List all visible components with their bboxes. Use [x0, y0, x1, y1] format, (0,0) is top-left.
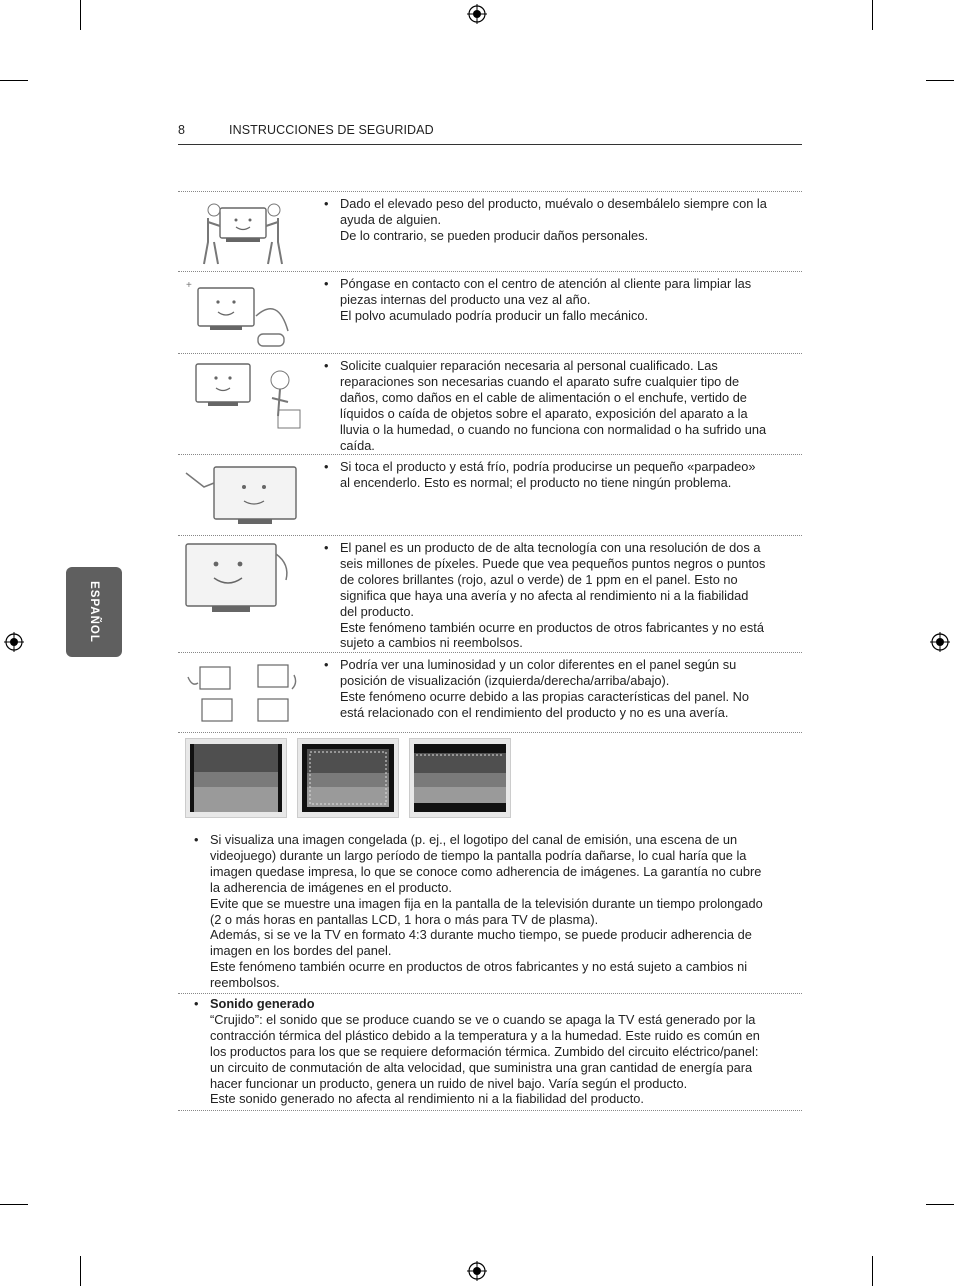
text-line: Póngase en contacto con el centro de atención al cliente para limpiar las: [340, 276, 752, 291]
cold-tv-flicker-icon: [178, 459, 308, 535]
text-line: imagen en los bordes del panel.: [210, 943, 392, 959]
crop-mark: [80, 1256, 81, 1286]
text-line: seis millones de píxeles. Puede que vea pequeños puntos negros o puntos: [340, 555, 766, 571]
text-line: (2 o más horas en pantallas LCD, 1 hora o más para TV de plasma).: [210, 911, 599, 927]
safety-row: [178, 271, 802, 354]
text-line: Este fenómeno también ocurre en productos de otros fabricantes y no está sujeto a cambios ni: [210, 959, 748, 975]
divider: [178, 732, 802, 733]
svg-text:+: +: [186, 280, 192, 291]
bullet: •: [324, 459, 329, 474]
crop-mark: [0, 1204, 28, 1205]
text-line: Evite que se muestre una imagen fija en la pantalla de la televisión durante un tiempo prolongado: [210, 895, 763, 911]
registration-mark-icon: [4, 632, 24, 652]
text-line: piezas internas del producto una vez al año.: [340, 291, 591, 307]
text-line: Además, si se ve la TV en formato 4:3 durante mucho tiempo, se puede producir adherencia de: [210, 927, 752, 943]
text-line: videojuego) durante un largo período de tiempo la pantalla podría dañarse, lo cual haría que la: [210, 847, 747, 863]
landscape-photo: [297, 738, 399, 818]
text-line: del producto.: [340, 603, 414, 619]
text-line: Este fenómeno ocurre debido a las propias características del panel. No: [340, 688, 750, 704]
text-line: reparaciones son necesarias cuando el aparato sufre cualquier tipo de: [340, 373, 740, 389]
bullet: •: [324, 196, 329, 211]
text-line: está relacionado con el rendimiento del producto y no es una avería.: [340, 704, 729, 720]
tv-with-vacuum-cleaner-icon: [178, 276, 308, 352]
bullet: •: [194, 832, 199, 847]
text-line: lluvia o la humedad, o cuando no funciona con normalidad o ha sufrido una: [340, 421, 767, 437]
text-line: hacer funcionar un producto, genera un ruido de nivel bajo. Varía según el producto.: [210, 1075, 688, 1091]
text-line: El polvo acumulado podría producir un fallo mecánico.: [340, 307, 649, 323]
landscape-photo: [409, 738, 511, 818]
text-line: sujeto a cambios ni reembolsos.: [340, 635, 523, 651]
section-title: INSTRUCCIONES DE SEGURIDAD: [229, 123, 434, 137]
safety-row: [178, 454, 802, 536]
safety-row: [178, 353, 802, 455]
text-line: Este fenómeno también ocurre en productos de otros fabricantes y no está: [340, 619, 764, 635]
text-line: Si visualiza una imagen congelada (p. ej., el logotipo del canal de emisión, una escena de un: [210, 832, 738, 847]
text-line: Si toca el producto y está frío, podría producirse un pequeño «parpadeo»: [340, 459, 756, 474]
safety-row: [178, 191, 802, 272]
registration-mark-icon: [467, 4, 487, 24]
sound-heading: Sonido generado: [210, 996, 315, 1011]
crop-mark: [0, 80, 28, 81]
text-line: contracción térmica del plástico debido a la temperatura y a la humedad. Este ruido es común en: [210, 1027, 760, 1043]
page-header: [178, 122, 802, 145]
language-tab: [66, 567, 122, 657]
crop-mark: [926, 1204, 954, 1205]
text-line: de colores brillantes (rojo, azul o verde) de 1 ppm en el panel. Esto no: [340, 571, 738, 587]
image-retention-paragraph: [178, 832, 802, 992]
language-tab-label: ESPAÑOL: [88, 581, 100, 643]
tv-with-technician-icon: [178, 358, 308, 438]
text-line: los productos para los que se requiere deformación térmica. Zumbido del circuito eléctrico/panel:: [210, 1043, 759, 1059]
text-line: la adherencia de imágenes en el producto.: [210, 879, 452, 895]
divider: [178, 993, 802, 994]
text-line: caída.: [340, 437, 375, 453]
bullet: •: [324, 276, 329, 291]
text-line: significa que haya una avería y no afecta al rendimiento ni a la fiabilidad: [340, 587, 749, 603]
registration-mark-icon: [930, 632, 950, 652]
safety-row: [178, 652, 802, 733]
text-line: posición de visualización (izquierda/derecha/arriba/abajo).: [340, 672, 670, 688]
text-line: ayuda de alguien.: [340, 211, 442, 227]
text-line: un circuito de conmutación de alta velocidad, que suministra una gran cantidad de energía para: [210, 1059, 753, 1075]
text-line: Podría ver una luminosidad y un color diferentes en el panel según su: [340, 657, 737, 672]
landscape-photo: [185, 738, 287, 818]
viewing-angle-tvs-icon: [178, 657, 308, 729]
bullet: •: [324, 358, 329, 373]
sound-paragraph: [178, 996, 802, 1108]
text-line: El panel es un producto de de alta tecnología con una resolución de dos a: [340, 540, 761, 555]
crop-mark: [926, 80, 954, 81]
tv-pixel-dots-icon: [178, 540, 308, 620]
text-line: Este sonido generado no afecta al rendimiento ni a la fiabilidad del producto.: [210, 1091, 644, 1107]
text-line: reembolsos.: [210, 975, 280, 991]
text-line: líquidos o caída de objetos sobre el aparato, exposición del aparato a la: [340, 405, 748, 421]
safety-row: [178, 535, 802, 653]
page-number: 8: [178, 123, 185, 137]
text-line: Dado el elevado peso del producto, muévalo o desembálelo siempre con la: [340, 196, 767, 211]
bullet: •: [324, 540, 329, 555]
text-line: De lo contrario, se pueden producir daños personales.: [340, 227, 649, 243]
bullet: •: [194, 996, 199, 1011]
text-line: al encenderlo. Esto es normal; el producto no tiene ningún problema.: [340, 474, 732, 490]
crop-mark: [872, 1256, 873, 1286]
bullet: •: [324, 657, 329, 672]
two-people-carrying-tv-icon: [178, 196, 308, 268]
crop-mark: [80, 0, 81, 30]
divider: [178, 1110, 802, 1111]
text-line: daños, como daños en el cable de alimentación o el enchufe, vertido de: [340, 389, 747, 405]
registration-mark-icon: [467, 1261, 487, 1281]
text-line: Solicite cualquier reparación necesaria al personal cualificado. Las: [340, 358, 718, 373]
text-line: imagen quedase impresa, lo que se conoce como adherencia de imágenes. La garantía no cubre: [210, 863, 762, 879]
crop-mark: [872, 0, 873, 30]
text-line: “Crujido”: el sonido que se produce cuando se ve o cuando se apaga la TV está generado por la: [210, 1011, 756, 1027]
